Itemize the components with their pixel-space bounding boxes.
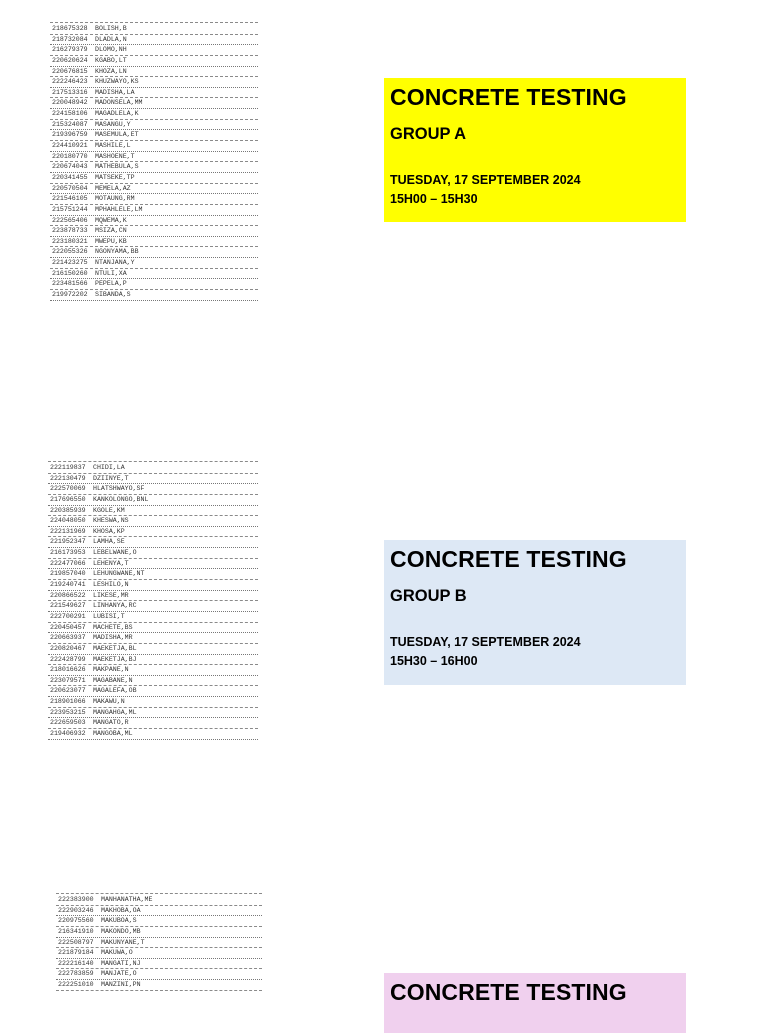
student-number: 221546105: [52, 195, 88, 203]
student-number: 216150260: [52, 269, 88, 277]
list-item: [48, 612, 258, 623]
student-name: LINHANYA,RC: [93, 602, 137, 610]
list-item: [56, 906, 262, 917]
card-date: TUESDAY, 17 SEPTEMBER 2024: [390, 635, 581, 649]
list-item: [50, 194, 258, 205]
list-item: [48, 708, 258, 719]
list-item: [56, 938, 262, 949]
student-name: NTULI,XA: [95, 269, 127, 277]
list-item: [48, 665, 258, 676]
student-name: MOTAUNG,RM: [95, 195, 135, 203]
student-number: 220341455: [52, 173, 88, 181]
list-item: [50, 247, 258, 258]
student-number: 222508797: [58, 938, 94, 946]
student-name: KGABO,LT: [95, 56, 127, 64]
list-item: [50, 98, 258, 109]
student-name: PEPELA,P: [95, 280, 127, 288]
list-item: [48, 559, 258, 570]
student-number: 219396759: [52, 131, 88, 139]
student-name: KHESWA,NS: [93, 517, 129, 525]
list-item: [48, 718, 258, 729]
list-item: [50, 67, 258, 78]
student-number: 222119837: [50, 464, 86, 471]
list-item: [50, 109, 258, 120]
list-item: [50, 141, 258, 152]
list-item: [50, 120, 258, 131]
student-name: MADISHA,MR: [93, 634, 133, 642]
student-number: 217696550: [50, 495, 86, 503]
list-item: [48, 623, 258, 634]
student-name: KANKOLONGO,BNL: [93, 495, 149, 503]
list-item: [48, 463, 258, 474]
student-number: 216173953: [50, 549, 86, 557]
list-item: [50, 162, 258, 173]
student-number: 222055326: [52, 248, 88, 256]
student-name: MASEMULA,ET: [95, 131, 139, 139]
list-item: [48, 591, 258, 602]
student-name: LAMHA,SE: [93, 538, 125, 546]
student-name: LUBISI,T: [93, 612, 125, 620]
list-item: [48, 729, 258, 740]
student-number: 215751244: [52, 205, 88, 213]
list-item: [50, 237, 258, 248]
student-number: 218675328: [52, 25, 88, 32]
list-item: [50, 205, 258, 216]
student-name: MAKAWU,N: [93, 698, 125, 706]
student-number: 215324087: [52, 120, 88, 128]
list-item: [48, 484, 258, 495]
list-item: [48, 569, 258, 580]
student-name: MAKUNYANE,T: [101, 938, 145, 946]
student-name: MAKUBOA,S: [101, 917, 137, 925]
student-list-group-c: [56, 893, 262, 991]
student-name: MANZINI,PN: [101, 981, 141, 989]
group-c-card: [384, 973, 686, 1033]
student-name: LESHILO,N: [93, 581, 129, 589]
student-number: 219240741: [50, 581, 86, 589]
student-number: 217513316: [52, 88, 88, 96]
list-item: [50, 130, 258, 141]
student-name: MANHANATHA,ME: [101, 896, 153, 903]
student-number: 220450457: [50, 623, 86, 631]
student-number: 222130479: [50, 474, 86, 482]
student-number: 223481566: [52, 280, 88, 288]
list-item: [56, 916, 262, 927]
student-name: MANGOBA,ML: [93, 730, 133, 738]
student-number: 224158106: [52, 110, 88, 118]
list-item: [48, 655, 258, 666]
student-number: 222570069: [50, 485, 86, 493]
list-item: [48, 548, 258, 559]
student-number: 222131969: [50, 527, 86, 535]
student-number: 221879184: [58, 949, 94, 957]
student-number: 222903246: [58, 906, 94, 914]
student-name: LEHUNGWANE,NT: [93, 570, 145, 578]
student-name: MAGABANE,N: [93, 676, 133, 684]
student-name: LIKESE,MR: [93, 591, 129, 599]
group-b-card: [384, 540, 686, 685]
student-number: 222216140: [58, 959, 94, 967]
student-number: 218901066: [50, 698, 86, 706]
list-item: [56, 927, 262, 938]
student-name: LEBELWANE,O: [93, 549, 137, 557]
card-time: 15H30 – 16H00: [390, 654, 478, 668]
list-item: [48, 495, 258, 506]
student-number: 221423275: [52, 259, 88, 267]
list-item: [48, 676, 258, 687]
student-number: 223953215: [50, 708, 86, 716]
list-item: [50, 45, 258, 56]
student-number: 220820467: [50, 644, 86, 652]
student-number: 220620624: [52, 56, 88, 64]
student-name: MASHOENE,T: [95, 152, 135, 160]
list-item: [50, 216, 258, 227]
student-number: 216279379: [52, 46, 88, 54]
student-name: LEHENYA,T: [93, 559, 129, 567]
list-item: [50, 184, 258, 195]
student-name: KHOSA,KP: [93, 527, 125, 535]
student-name: MAKONDO,MB: [101, 927, 141, 935]
student-number: 220048942: [52, 99, 88, 107]
student-name: MAKHOBA,OA: [101, 906, 141, 914]
student-number: 223878733: [52, 227, 88, 235]
list-item: [50, 24, 258, 35]
student-name: MAEKETJA,BL: [93, 644, 137, 652]
list-item: [48, 644, 258, 655]
student-name: MADISHA,LA: [95, 88, 135, 96]
student-name: MQWEMA,K: [95, 216, 127, 224]
list-item: [48, 516, 258, 527]
list-item: [56, 948, 262, 959]
student-number: 222246423: [52, 78, 88, 86]
student-number: 220385939: [50, 506, 86, 514]
student-number: 222383900: [58, 896, 94, 903]
student-number: 221549627: [50, 602, 86, 610]
student-name: MPHAHLELE,LM: [95, 205, 143, 213]
student-name: MATSEKE,TP: [95, 173, 135, 181]
student-number: 223180321: [52, 237, 88, 245]
student-name: MAGALEFA,OB: [93, 687, 137, 695]
list-item: [56, 959, 262, 970]
student-number: 220866522: [50, 591, 86, 599]
card-group: GROUP A: [390, 125, 467, 143]
list-item: [48, 506, 258, 517]
student-name: MAGADLELA,K: [95, 110, 139, 118]
student-name: KHOZA,LN: [95, 67, 127, 75]
student-number: 222565406: [52, 216, 88, 224]
student-name: CHIDI,LA: [93, 464, 125, 471]
student-name: MAKUWA,O: [101, 949, 133, 957]
student-name: KHUZWAYO,KS: [95, 78, 139, 86]
student-number: 218016626: [50, 666, 86, 674]
student-name: MAEKETJA,BJ: [93, 655, 137, 663]
student-name: MASHILE,L: [95, 142, 131, 150]
student-name: MAKPANE,N: [93, 666, 129, 674]
student-name: DLADLA,N: [95, 35, 127, 43]
list-item: [48, 697, 258, 708]
student-number: 220570504: [52, 184, 88, 192]
list-item: [50, 152, 258, 163]
student-name: MACHETE,BS: [93, 623, 133, 631]
student-name: MANJATE,O: [101, 970, 137, 978]
list-item: [50, 77, 258, 88]
student-number: 220623077: [50, 687, 86, 695]
card-date: TUESDAY, 17 SEPTEMBER 2024: [390, 173, 581, 187]
student-number: 219972202: [52, 291, 88, 299]
student-name: HLATSHWAYO,SF: [93, 485, 145, 493]
student-number: 220975560: [58, 917, 94, 925]
student-number: 221952347: [50, 538, 86, 546]
card-title: CONCRETE TESTING: [390, 546, 627, 572]
student-number: 223079571: [50, 676, 86, 684]
student-name: SIBANDA,S: [95, 291, 131, 299]
student-name: MASANGU,Y: [95, 120, 131, 128]
student-number: 222477066: [50, 559, 86, 567]
student-number: 222428799: [50, 655, 86, 663]
list-item: [50, 258, 258, 269]
list-item: [48, 686, 258, 697]
student-name: MADONSELA,MM: [95, 99, 143, 107]
student-number: 220180770: [52, 152, 88, 160]
list-item: [56, 980, 262, 991]
student-name: MANGATO,R: [93, 719, 129, 727]
student-number: 224048050: [50, 517, 86, 525]
list-item: [56, 895, 262, 906]
card-group: GROUP B: [390, 587, 467, 605]
student-name: MSIZA,CN: [95, 227, 127, 235]
student-number: 216341910: [58, 927, 94, 935]
student-number: 222659503: [50, 719, 86, 727]
student-number: 222251010: [58, 981, 94, 989]
student-number: 218732084: [52, 35, 88, 43]
card-title: CONCRETE TESTING: [390, 84, 627, 110]
student-name: BOLISH,B: [95, 25, 127, 32]
list-item: [50, 279, 258, 290]
list-item: [48, 633, 258, 644]
list-item: [50, 35, 258, 46]
student-name: MEMELA,AZ: [95, 184, 131, 192]
list-item: [50, 269, 258, 280]
student-number: 219406932: [50, 730, 86, 738]
student-number: 222700291: [50, 612, 86, 620]
student-number: 220663937: [50, 634, 86, 642]
list-item: [48, 601, 258, 612]
card-title: CONCRETE TESTING: [390, 979, 627, 1005]
list-item: [50, 173, 258, 184]
student-number: 222783859: [58, 970, 94, 978]
list-item: [50, 88, 258, 99]
student-name: MATHEBULA,S: [95, 163, 139, 171]
card-time: 15H00 – 15H30: [390, 192, 478, 206]
list-item: [48, 474, 258, 485]
student-list-group-b: [48, 461, 258, 740]
list-item: [50, 290, 258, 301]
student-name: DZIINYE,T: [93, 474, 129, 482]
list-item: [50, 226, 258, 237]
student-list-group-a: [50, 22, 258, 301]
student-name: MWEPU,KB: [95, 237, 127, 245]
group-a-card: [384, 78, 686, 222]
student-number: 224410921: [52, 142, 88, 150]
list-item: [48, 527, 258, 538]
student-name: NGONYAMA,BB: [95, 248, 139, 256]
student-name: NTANJANA,Y: [95, 259, 135, 267]
list-item: [48, 537, 258, 548]
student-number: 220676815: [52, 67, 88, 75]
student-name: KGOLE,KM: [93, 506, 125, 514]
student-name: DLOMO,NH: [95, 46, 127, 54]
list-item: [48, 580, 258, 591]
student-number: 220674043: [52, 163, 88, 171]
list-item: [50, 56, 258, 67]
student-name: MANGAHGA,ML: [93, 708, 137, 716]
list-item: [56, 969, 262, 980]
student-name: MANGATI,NJ: [101, 959, 141, 967]
student-number: 219857040: [50, 570, 86, 578]
